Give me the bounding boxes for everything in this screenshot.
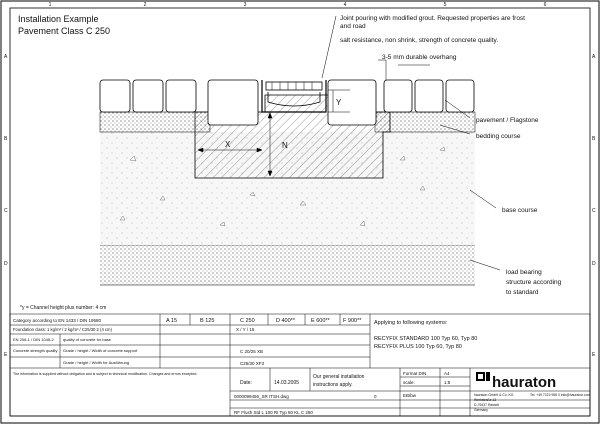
svg-text:hauraton: hauraton (492, 374, 557, 391)
format-value: A4 (444, 371, 450, 376)
class-b125: B 125 (200, 318, 215, 324)
date-value: 14.03.2005 (274, 380, 300, 386)
pavement-callout: pavement / Flagstone (476, 117, 539, 124)
execution-desc: Grade / height / Width for Ausführung (63, 360, 130, 365)
system-1: RECYFIX STANDARD 100 Typ 60, Typ 80 (374, 336, 478, 342)
company-address-1: hauraton GmbH & Co. KG (474, 393, 514, 397)
date-label: Date: (240, 380, 252, 386)
dimension-n-label: N (282, 141, 288, 150)
title-line-2: Pavement Class C 250 (18, 26, 111, 36)
col-marker: 3 (243, 2, 247, 8)
col-marker: 6 (543, 2, 547, 8)
company-address-2: Werkstraße 13 (474, 398, 497, 402)
grout-callout (340, 15, 525, 44)
notice-text: The information is supplied without obligation and is subject to technical modification. Changes and errors excepted. (13, 372, 198, 376)
col-marker: 1 (48, 2, 52, 8)
svg-text:to standard: to standard (506, 289, 539, 296)
bedding-course-left (100, 112, 210, 132)
svg-text:and road: and road (340, 23, 366, 30)
class-d400: D 400** (276, 318, 295, 324)
strength-value: C 20/25 XB (240, 349, 264, 354)
row-marker: B (4, 136, 8, 142)
strength-desc: Grade / height / Width of concrete support (63, 348, 138, 353)
load-bearing-layer (100, 245, 475, 285)
overhang-callout: 3-5 mm durable overhang (382, 54, 457, 61)
class-f900: F 900** (343, 318, 362, 324)
col-marker: 5 (443, 2, 447, 8)
eb-label: EB/bw (403, 393, 417, 398)
strength-label: Concrete strength quality (13, 348, 58, 353)
hauraton-logo (476, 372, 556, 391)
category-label: Category according to EN 1433 / DIN 19580 (13, 318, 102, 323)
class-a15: A 15 (166, 318, 178, 324)
load-callout (506, 269, 562, 296)
row-marker: D (4, 261, 8, 267)
foundation-value: X / Y / 15 (236, 327, 255, 332)
instructions-2: instructions apply. (313, 382, 353, 388)
col-marker: 4 (343, 2, 347, 8)
title-line-1: Installation Example (18, 14, 99, 24)
row-marker: A (592, 54, 596, 60)
instructions-1: Our general installation (313, 374, 365, 380)
footnote: *y = Channel height plus number: 4 cm (20, 305, 107, 311)
row-marker: E (4, 352, 8, 358)
svg-text:salt resistance, non shrink, s: salt resistance, non shrink, strength of concrete quality. (340, 37, 499, 44)
svg-text:load bearing: load bearing (506, 269, 542, 276)
dimension-y-label: Y (336, 98, 342, 107)
company-address-4: Germany (474, 408, 488, 412)
foundation-label: Foundation class: 1 kg/m³ / 2 kg/m³ / C25/30 2 (4 cm) (13, 327, 112, 332)
class-e600: E 600** (311, 318, 330, 324)
column-markers (49, 2, 547, 8)
dimension-x-label: X (225, 140, 231, 149)
row-marker: B (592, 136, 596, 142)
base-callout: base course (502, 207, 538, 214)
applying-title: Applying to following systems: (374, 320, 448, 326)
format-label: Format DIN (403, 371, 427, 376)
revision: 0 (374, 394, 377, 399)
company-address-3: D-76437 Rastatt (474, 403, 499, 407)
row-marker: C (592, 208, 596, 214)
scale-value: 1:5 (444, 380, 451, 385)
svg-text:Joint pouring with modified gr: Joint pouring with modified grout. Requested properties are frost (340, 15, 525, 22)
execution-value: C25/30 XF3 (240, 361, 265, 366)
class-c250: C 250 (240, 318, 255, 324)
scale-label: scale: (403, 380, 415, 385)
col-marker: 2 (143, 2, 147, 8)
svg-text:structure according: structure according (506, 279, 562, 286)
row-marker: D (592, 261, 596, 267)
title-block-text (13, 318, 591, 415)
company-contact: Tel. +49 7222 958 0 info@hauraton.com (530, 393, 591, 397)
row-marker: E (592, 352, 596, 358)
product-line: RF Flush Std L 100 RI Typ 80 KL C 250 (234, 410, 313, 415)
row-marker: A (4, 54, 8, 60)
quality-desc: quality of concrete for base (63, 337, 112, 342)
en206-label: EN 206-1 / DIN 1045-2 (13, 337, 54, 342)
row-marker: C (4, 208, 8, 214)
system-2: RECYFIX PLUS 100 Typ 60, Typ 80 (374, 344, 462, 350)
bedding-callout: bedding course (476, 133, 521, 140)
drawing-number: 0000099456_SR ITSH.dwg (234, 394, 289, 399)
